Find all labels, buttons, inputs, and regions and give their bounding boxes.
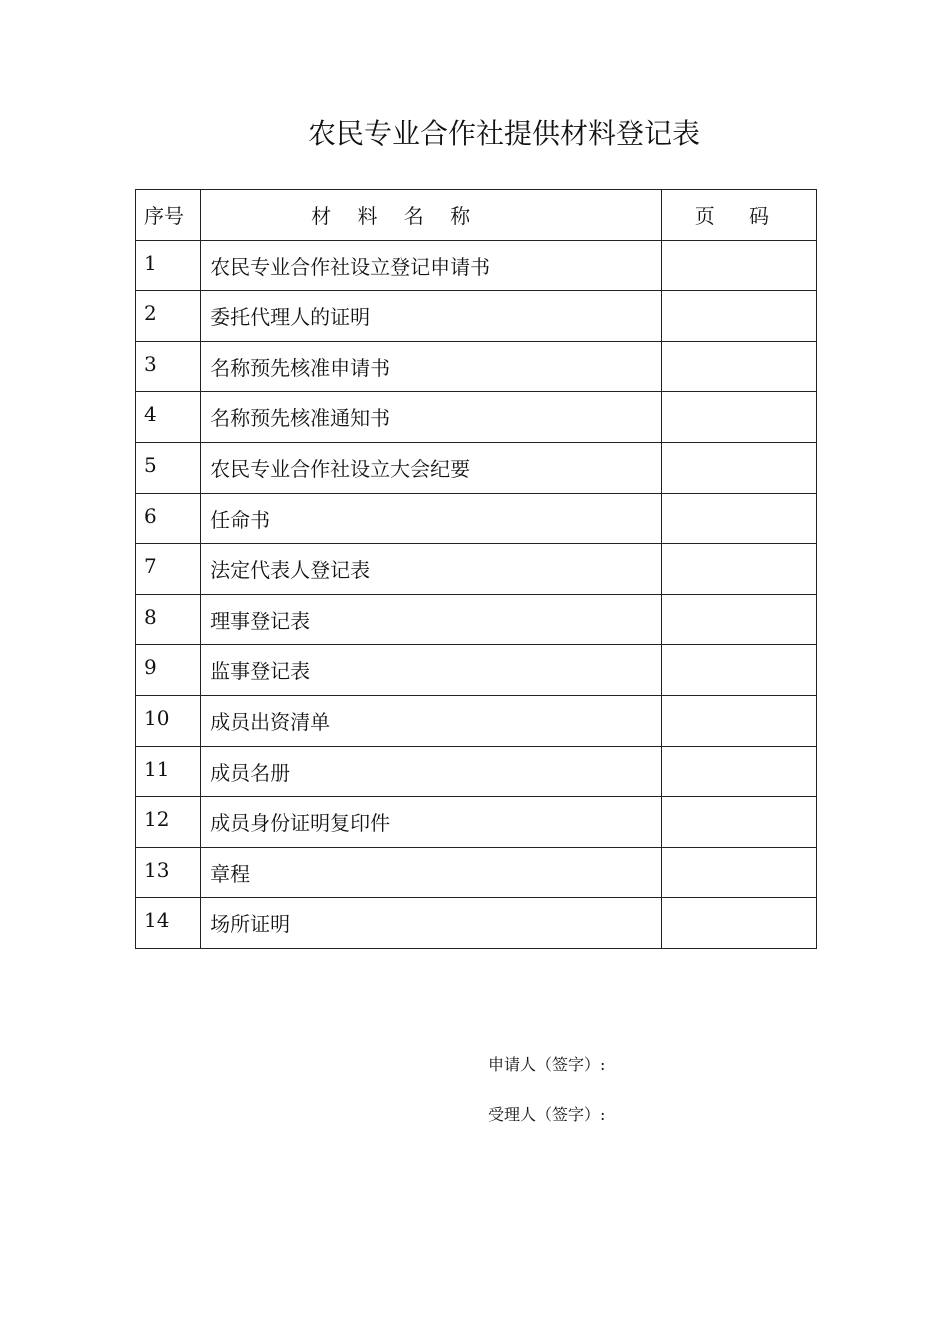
row-page-cell[interactable]: [661, 898, 816, 949]
row-page: [662, 595, 816, 605]
table-row: [136, 392, 817, 443]
row-page-cell[interactable]: [661, 442, 816, 493]
header-name: 材 料 名 称: [311, 204, 481, 228]
table-row: [136, 442, 817, 493]
row-page: [662, 848, 816, 858]
row-no: 9: [144, 655, 157, 680]
row-name: 成员出资清单: [210, 709, 331, 734]
row-no-cell: [136, 291, 201, 342]
row-name: 农民专业合作社设立登记申请书: [210, 254, 491, 279]
table-row: [136, 645, 817, 696]
receiver-signature: 受理人（签字）:: [488, 1105, 606, 1124]
row-no-cell: [136, 442, 201, 493]
row-page: [662, 898, 816, 908]
row-no: 1: [144, 250, 157, 275]
row-name-cell: [201, 797, 662, 848]
row-page: [662, 797, 816, 807]
row-no-cell: [136, 544, 201, 595]
row-name-cell: [201, 695, 662, 746]
table-row: [136, 341, 817, 392]
row-page: [662, 544, 816, 554]
row-name: 成员名册: [210, 760, 291, 785]
applicant-signature: 申请人（签字）:: [488, 1055, 606, 1074]
row-page: [662, 392, 816, 402]
row-no: 6: [144, 503, 157, 528]
row-name-cell: [201, 898, 662, 949]
header-no-cell: [136, 190, 201, 241]
table-row: [136, 594, 817, 645]
table-row: [136, 291, 817, 342]
row-page-cell[interactable]: [661, 392, 816, 443]
row-no-cell: [136, 493, 201, 544]
row-page: [662, 241, 816, 251]
row-name: 监事登记表: [210, 659, 311, 684]
row-name-cell: [201, 544, 662, 595]
row-page: [662, 696, 816, 706]
row-page-cell[interactable]: [661, 341, 816, 392]
row-page: [662, 342, 816, 352]
row-no: 11: [144, 756, 170, 781]
table-row: [136, 797, 817, 848]
table-row: [136, 695, 817, 746]
row-no: 4: [144, 402, 157, 427]
header-no: 序号: [144, 204, 184, 228]
header-page: 页 码: [694, 204, 784, 228]
table-row: [136, 493, 817, 544]
page-title: 农民专业合作社提供材料登记表: [307, 117, 700, 150]
row-no: 13: [144, 857, 170, 882]
row-page-cell[interactable]: [661, 746, 816, 797]
row-no-cell: [136, 341, 201, 392]
row-name-cell: [201, 291, 662, 342]
row-page-cell[interactable]: [661, 847, 816, 898]
row-no-cell: [136, 898, 201, 949]
row-no-cell: [136, 847, 201, 898]
table-header-row: [136, 190, 817, 241]
row-name-cell: [201, 341, 662, 392]
row-name: 名称预先核准申请书: [210, 355, 391, 380]
row-no-cell: [136, 240, 201, 291]
row-name: 法定代表人登记表: [210, 558, 371, 583]
row-page-cell[interactable]: [661, 695, 816, 746]
row-name-cell: [201, 746, 662, 797]
row-name-cell: [201, 240, 662, 291]
table-body: [136, 240, 817, 948]
row-page-cell[interactable]: [661, 645, 816, 696]
row-name: 理事登记表: [210, 608, 311, 633]
row-page: [662, 645, 816, 655]
row-no: 14: [144, 908, 170, 933]
table-row: [136, 847, 817, 898]
row-page-cell[interactable]: [661, 544, 816, 595]
row-no-cell: [136, 392, 201, 443]
row-name: 场所证明: [210, 912, 291, 937]
row-no: 12: [144, 807, 170, 832]
row-name: 委托代理人的证明: [210, 305, 371, 330]
row-no: 2: [144, 301, 157, 326]
row-page: [662, 494, 816, 504]
row-name-cell: [201, 645, 662, 696]
row-page-cell[interactable]: [661, 291, 816, 342]
row-page: [662, 747, 816, 757]
row-no: 7: [144, 554, 157, 579]
row-name-cell: [201, 493, 662, 544]
row-name: 任命书: [210, 507, 271, 532]
row-name-cell: [201, 392, 662, 443]
row-no-cell: [136, 594, 201, 645]
header-page-cell: [661, 190, 816, 241]
row-no: 5: [144, 452, 157, 477]
row-name: 名称预先核准通知书: [210, 406, 391, 431]
table-row: [136, 898, 817, 949]
table-row: [136, 240, 817, 291]
header-name-cell: [201, 190, 662, 241]
table-row: [136, 746, 817, 797]
row-no-cell: [136, 695, 201, 746]
row-name: 章程: [210, 861, 251, 886]
row-name-cell: [201, 442, 662, 493]
row-page: [662, 443, 816, 453]
row-name-cell: [201, 847, 662, 898]
row-page-cell[interactable]: [661, 493, 816, 544]
row-name-cell: [201, 594, 662, 645]
row-no: 8: [144, 604, 157, 629]
materials-table: [135, 189, 817, 949]
row-page-cell[interactable]: [661, 797, 816, 848]
row-no-cell: [136, 797, 201, 848]
row-no: 10: [144, 705, 170, 730]
row-no-cell: [136, 645, 201, 696]
row-no: 3: [144, 351, 157, 376]
row-no-cell: [136, 746, 201, 797]
table-row: [136, 544, 817, 595]
row-page-cell[interactable]: [661, 594, 816, 645]
row-page-cell[interactable]: [661, 240, 816, 291]
row-name: 农民专业合作社设立大会纪要: [210, 456, 471, 481]
row-name: 成员身份证明复印件: [210, 811, 391, 836]
row-page: [662, 291, 816, 301]
